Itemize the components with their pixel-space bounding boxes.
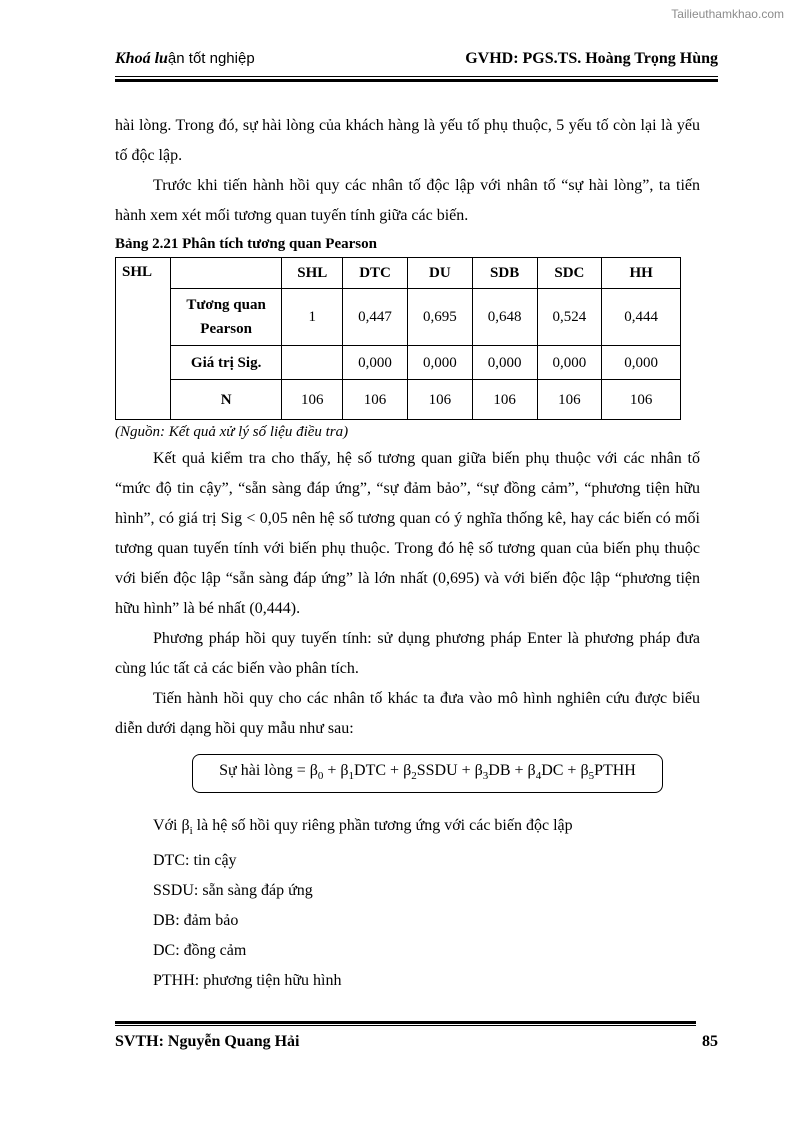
table-row-label: N xyxy=(170,380,282,420)
page-content xyxy=(115,111,700,996)
legend-item: PTHH: phương tiện hữu hình xyxy=(153,972,342,990)
formula-wrapper xyxy=(115,754,700,793)
table-source: (Nguồn: Kết quả xử lý số liệu điều tra) xyxy=(115,424,349,440)
table-row-label: Giá trị Sig. xyxy=(170,346,282,380)
table-cell: 106 xyxy=(343,380,408,420)
table-cell: 0,000 xyxy=(407,346,472,380)
table-cell: 0,000 xyxy=(537,346,602,380)
table-corner-cell: SHL xyxy=(116,258,171,420)
table-cell: 0,000 xyxy=(472,346,537,380)
table-cell: 1 xyxy=(282,289,343,346)
variable-legend xyxy=(115,811,700,996)
regression-formula: Sự hài lòng = $\beta_0 + \beta_1DTC$ + $\beta_2SSDU + \beta_3DB + \beta_4DC$ + $\beta_5PTHH$ xyxy=(192,754,663,793)
table-col-header: SDC xyxy=(537,258,602,289)
table-row xyxy=(116,289,681,346)
footer-author: SVTH: Nguyễn Quang Hải xyxy=(115,1033,300,1050)
table-cell: 0,695 xyxy=(407,289,472,346)
page-footer xyxy=(115,1033,718,1051)
pearson-table xyxy=(115,257,681,420)
table-col-header: SDB xyxy=(472,258,537,289)
table-header-row xyxy=(116,258,681,289)
header-right: GVHD: PGS.TS. Hoàng Trọng Hùng xyxy=(465,50,718,67)
table-cell: 106 xyxy=(472,380,537,420)
header-left-sans: ận tốt nghiệp xyxy=(167,50,255,67)
paragraph-2: Trước khi tiến hành hồi quy các nhân tố độc lập với nhân tố “sự hài lòng”, ta tiến hành xem xét mối tương quan tuyến tính giữa các biến. xyxy=(115,177,700,224)
legend-intro: Với $\beta_i$ là hệ số hồi quy riêng phần tương ứng với các biến độc lập xyxy=(153,817,573,838)
paragraph-3: Kết quả kiểm tra cho thấy, hệ số tương quan giữa biến phụ thuộc với các nhân tố “mức độ tin cậy”, “sẵn sàng đáp ứng”, “sự đảm bảo”, “sự đồng cảm”, “phương tiện hữu hình”, có giá trị Sig < 0,05 nên hệ số tương quan có ý nghĩa thống kê, hay các biến có mối tương quan tuyến tính với biến phụ thuộc. Trong đó hệ số tương quan của biến phụ thuộc với biến độc lập “sẵn sàng đáp ứng” là lớn nhất (0,695) và với biến độc lập “phương tiện hữu hình” là bé nhất (0,444). xyxy=(115,450,700,617)
table-row xyxy=(116,346,681,380)
table-col-header: HH xyxy=(602,258,681,289)
table-row-label: Tương quan Pearson xyxy=(170,289,282,346)
table-title: Bảng 2.21 Phân tích tương quan Pearson xyxy=(115,236,377,252)
legend-item: DTC: tin cậy xyxy=(153,852,237,870)
table-cell: 0,000 xyxy=(343,346,408,380)
header-left-italic: Khoá lu xyxy=(115,50,168,67)
table-cell: 106 xyxy=(602,380,681,420)
table-col-header: SHL xyxy=(282,258,343,289)
paragraph-5: Tiến hành hồi quy cho các nhân tố khác ta đưa vào mô hình nghiên cứu được biểu diễn dưới dạng hồi quy mẫu như sau: xyxy=(115,690,700,737)
header-rule xyxy=(115,76,718,82)
table-col-header: DTC xyxy=(343,258,408,289)
table-cell xyxy=(282,346,343,380)
paragraph-4: Phương pháp hồi quy tuyến tính: sử dụng phương pháp Enter là phương pháp đưa cùng lúc tất cả các biến vào phân tích. xyxy=(115,630,700,677)
paragraph-1: hài lòng. Trong đó, sự hài lòng của khách hàng là yếu tố phụ thuộc, 5 yếu tố còn lại là yếu tố độc lập. xyxy=(115,117,700,164)
table-col-header: DU xyxy=(407,258,472,289)
watermark: Tailieuthamkhao.com xyxy=(671,7,784,21)
table-cell: 0,524 xyxy=(537,289,602,346)
table-cell: 0,447 xyxy=(343,289,408,346)
legend-item: DB: đảm bảo xyxy=(153,912,239,930)
header-left xyxy=(115,50,255,68)
legend-item: SSDU: sẵn sàng đáp ứng xyxy=(153,882,313,900)
legend-item: DC: đồng cảm xyxy=(153,942,247,960)
table-cell: 106 xyxy=(537,380,602,420)
table-cell: 106 xyxy=(407,380,472,420)
page-number: 85 xyxy=(702,1033,718,1050)
table-cell: 0,648 xyxy=(472,289,537,346)
footer-rule xyxy=(115,1021,696,1026)
table-cell: 0,000 xyxy=(602,346,681,380)
table-cell: 106 xyxy=(282,380,343,420)
table-row xyxy=(116,380,681,420)
page-header xyxy=(115,48,718,74)
table-empty-header xyxy=(170,258,282,289)
table-cell: 0,444 xyxy=(602,289,681,346)
